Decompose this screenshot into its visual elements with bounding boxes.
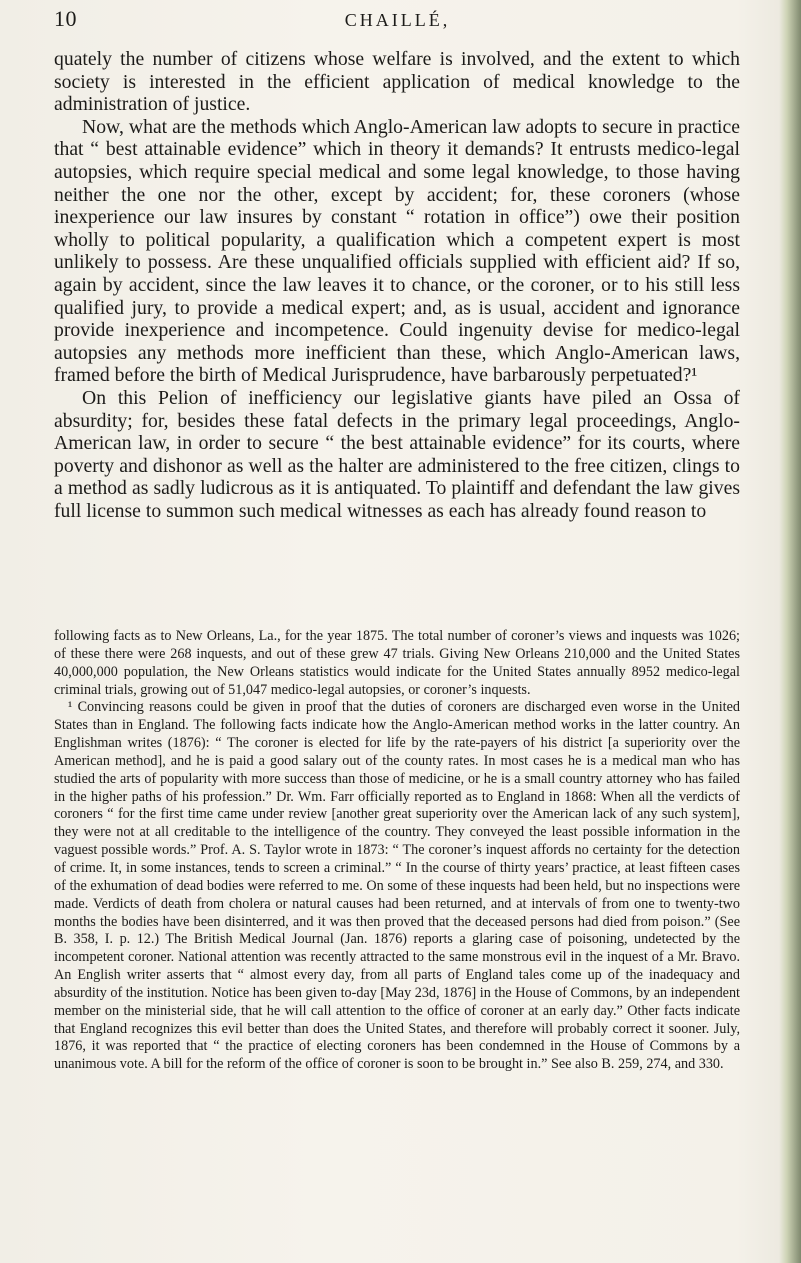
paragraph-methods: Now, what are the methods which Anglo-American law adopts to secure in practice that “ best attainable evidence” which in theory it demands? It entrusts medico-legal autopsies, which require special medical and some legal knowledge, to those having neither the one nor the other, except by accident; for, these coroners (whose inexperience our law insures by constant “ rotation in office”) owe their position wholly to political popularity, a qualification which a competent expert is most unlikely to possess. Are these unqualified officials supplied with efficient aid? If so, again by accident, since the law leaves it to chance, or the coroner, or to his still less qualified jury, to provide a medical expert; and, as is usual, accident and ignorance provide inexperience and incompetence. Could ingenuity devise for medico-legal autopsies any methods more inefficient than these, which Anglo-American laws, framed before the birth of Medical Jurisprudence, have barbarously perpetuated?¹	[54, 115, 740, 387]
page-edge-shadow	[779, 0, 801, 1263]
running-head: CHAILLÉ,	[344, 10, 451, 30]
main-text	[54, 48, 740, 522]
paragraph-pelion: On this Pelion of inefficiency our legislative giants have piled an Ossa of absurdity; for, besides these fatal defects in the primary legal proceedings, Anglo-American law, in order to secure “ the best attainable evidence” for its courts, where poverty and dishonor as well as the halter are administered to the free citizen, clings to a method as sadly ludicrous as it is antiquated. To plaintiff and defendant the law gives full license to summon such medical witnesses as each has already found reason to	[54, 386, 740, 522]
paragraph-continuation: quately the number of citizens whose welfare is involved, and the extent to which society is interested in the efficient application of medical knowledge to the administration of justice.	[54, 48, 740, 116]
footnote-continuation: following facts as to New Orleans, La., for the year 1875. The total number of coroner’s views and inquests was 1026; of these there were 268 inquests, and out of these grew 47 trials. Giving New Orleans 210,000 and the United States 40,000,000 population, the New Orleans statistics would indicate for the United States annually 8952 medico-legal criminal trials, growing out of 51,047 medico-legal autopsies, or coroner’s inquests.	[54, 628, 740, 698]
page-header	[54, 6, 741, 36]
footnotes	[54, 628, 740, 1074]
footnote-1: ¹ Convincing reasons could be given in proof that the duties of coroners are discharged even worse in the United States than in England. The following facts indicate how the Anglo-American method works in the latter country. An Englishman writes (1876): “ The coroner is elected for life by the rate-payers of his district [a superiority over the American method], and he is paid a good salary out of the county rates. In most cases he is a medical man who has studied the arts of popularity with more success than those of medicine, or he is a small country attorney who has failed in the higher paths of his profession.” Dr. Wm. Farr officially reported as to England in 1868: When all the verdicts of coroners “ for the first time came under review [another great superiority over the American lack of any such system], they were not at all creditable to the intelligence of the country. They conveyed the least possible information in the vaguest possible words.” Prof. A. S. Taylor wrote in 1873: “ The coroner’s inquest affords no certainty for the detection of crime. It, in some instances, tends to screen a criminal.” “ In the course of thirty years’ practice, at least fifteen cases of the exhumation of dead bodies were referred to me. On some of these inquests had been held, but no inspections were made. Verdicts of death from cholera or natural causes had been returned, and at intervals of from one to twenty-two months the bodies have been disinterred, and it was then proved that the deceased persons had died from poison.” (See B. 358, I. p. 12.) The British Medical Journal (Jan. 1876) reports a glaring case of poisoning, undetected by the incompetent coroner. National attention was recently attracted to the same monstrous evil in the inquest of a Mr. Bravo. An English writer asserts that “ almost every day, from all parts of England tales come up of the inadequacy and absurdity of the institution. Notice has been given to-day [May 23d, 1876] in the House of Commons, by an independent member on the ministerial side, that he will call attention to the office of coroner at an early day.” Other facts indicate that England recognizes this evil better than does the United States, and therefore will probably correct it sooner. July, 1876, it was reported that “ the practice of electing coroners has been condemned in the House of Commons by a unanimous vote. A bill for the reform of the office of coroner is soon to be brought in.” See also B. 259, 274, and 330.	[54, 699, 740, 1073]
page-number: 10	[54, 6, 77, 31]
